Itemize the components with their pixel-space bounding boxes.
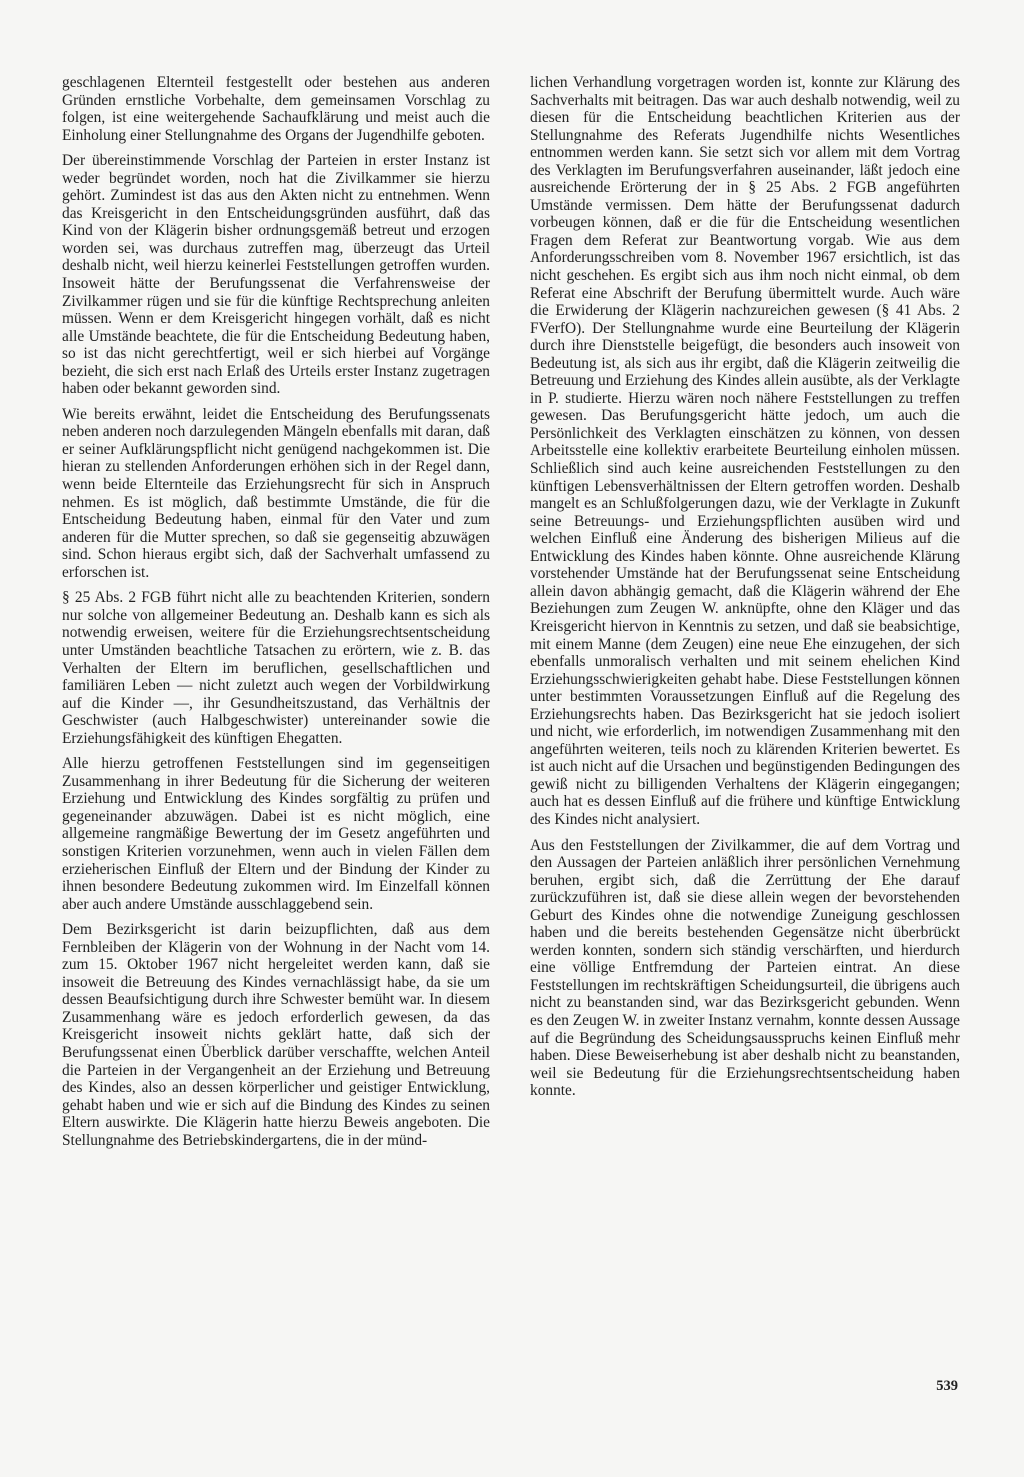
paragraph: Alle hierzu getroffenen Feststellungen sind im gegenseitigen Zusammenhang in ihrer Bedeutung für die Sicherung der weiteren Erziehung und Entwicklung des Kindes sorgfältig zu prüfen und gegeneinander abzuwägen. Dabei ist es nicht möglich, eine allgemeine rangmäßige Bewertung der im Gesetz angeführten und sonstigen Kriterien vorzunehmen, wenn auch in vielen Fällen dem erzieherischen Einfluß der Eltern und der Bindung der Kinder zu ihnen besondere Bedeutung zukommen wird. Im Einzelfall können aber auch andere Umstände ausschlaggebend sein. (62, 755, 490, 913)
paragraph: geschlagenen Elternteil festgestellt oder bestehen aus anderen Gründen ernstliche Vorbehalte, dem gemeinsamen Vorschlag zu folgen, ist eine weitergehende Sachaufklärung und meist auch die Einholung einer Stellungnahme des Organs der Jugendhilfe geboten. (62, 74, 490, 144)
paragraph: § 25 Abs. 2 FGB führt nicht alle zu beachtenden Kriterien, sondern nur solche von allgemeiner Bedeutung an. Deshalb kann es sich als notwendig erweisen, weitere für die Erziehungsrechtsentscheidung unter Umständen beachtliche Tatsachen zu erörtern, wie z. B. das Verhalten der Eltern im beruflichen, gesellschaftlichen und familiären Leben — nicht zuletzt auch wegen der Vorbildwirkung auf die Kinder —, ihr Gesundheitszustand, das Verhältnis der Geschwister (auch Halbgeschwister) untereinander sowie die Erziehungsfähigkeit des künftigen Ehegatten. (62, 589, 490, 747)
paragraph: Dem Bezirksgericht ist darin beizupflichten, daß aus dem Fernbleiben der Klägerin von der Wohnung in der Nacht vom 14. zum 15. Oktober 1967 nicht hergeleitet werden kann, daß sie insoweit die Betreuung des Kindes vernachlässigt habe, da sie um dessen Beaufsichtigung durch ihre Schwester bemüht war. In diesem Zusammenhang wäre es jedoch erforderlich gewesen, da das Kreisgericht insoweit nichts geklärt hatte, daß sich der Berufungssenat einen Überblick darüber verschaffte, welchen Anteil die Parteien in der Vergangenheit an der Erziehung und Betreuung des Kindes, also an dessen körperlicher und geistiger Entwicklung, gehabt haben und wie er sich auf die Bindung des Kindes zu seinen Eltern auswirkte. Die Klägerin hatte hierzu Beweis angeboten. Die Stellungnahme des Betriebskindergartens, die in der münd- (62, 921, 490, 1149)
paragraph: lichen Verhandlung vorgetragen worden ist, konnte zur Klärung des Sachverhalts mit beitragen. Das war auch deshalb notwendig, weil zu diesen für die Entscheidung beachtlichen Kriterien aus der Stellungnahme des Referats Jugendhilfe nichts Wesentliches entnommen werden kann. Sie setzt sich vor allem mit dem Vortrag des Verklagten im Berufungsverfahren auseinander, läßt jedoch eine ausreichende Erörterung der in § 25 Abs. 2 FGB angeführten Umstände vermissen. Dem hätte der Berufungssenat dadurch vorbeugen können, daß er die für die Entscheidung wesentlichen Fragen dem Referat zur Beantwortung vorgab. Wie aus dem Anforderungsschreiben vom 8. November 1967 ersichtlich, ist das nicht geschehen. Es ergibt sich aus ihm noch nicht einmal, ob dem Referat eine Abschrift der Berufung übermittelt wurde. Auch wäre die Erwiderung der Klägerin nachzureichen gewesen (§ 41 Abs. 2 FVerfO). Der Stellungnahme wurde eine Beurteilung der Klägerin durch ihre Dienststelle beigefügt, die besonders auch insoweit von Bedeutung ist, als sich aus ihr ergibt, daß die Klägerin zeitweilig die Betreuung und Erziehung des Kindes allein ausübte, als der Verklagte in P. studierte. Hierzu wären noch nähere Feststellungen zu treffen gewesen. Das Berufungsgericht hätte jedoch, um auch die Persönlichkeit des Verklagten einschätzen zu können, von dessen Arbeitsstelle eine kollektiv erarbeitete Beurteilung einholen müssen. Schließlich sind auch keine ausreichenden Feststellungen zu den künftigen Lebensverhältnissen der Eltern getroffen worden. Deshalb mangelt es an Schlußfolgerungen dazu, wie der Verklagte in Zukunft seine Betreuungs- und Erziehungspflichten ausüben wird und welchen Einfluß eine Änderung des bisherigen Milieus auf die Entwicklung des Kindes haben könnte. Ohne ausreichende Klärung vorstehender Umstände hat der Berufungssenat seine Entscheidung allein davon abhängig gemacht, daß die Klägerin während der Ehe Beziehungen zum Zeugen W. anknüpfte, ohne den Kläger und das Kreisgericht hiervon in Kenntnis zu setzen, und daß sie beabsichtige, mit einem Manne (dem Zeugen) eine neue Ehe einzugehen, der sich ebenfalls unmoralisch verhalten und mit seinem ehelichen Kind Erziehungsschwierigkeiten gehabt habe. Diese Feststellungen können unter bestimmten Voraussetzungen Einfluß auf die Regelung des Erziehungsrechts haben. Das Bezirksgericht hat sie jedoch isoliert und nicht, wie erforderlich, im notwendigen Zusammenhang mit den angeführten weiteren, teils noch zu klärenden Kriterien bewertet. Es ist auch nicht auf die Ursachen und begünstigenden Bedingungen des gewiß nicht zu billigenden Verhaltens der Klägerin eingegangen; auch hat es dessen Einfluß auf die frühere und künftige Entwicklung des Kindes nicht analysiert. (530, 74, 960, 828)
right-text-column (530, 74, 960, 1108)
paragraph: Der übereinstimmende Vorschlag der Parteien in erster Instanz ist weder begründet worden, noch hat die Zivilkammer sie hierzu gehört. Zumindest ist das aus den Akten nicht zu entnehmen. Wenn das Kreisgericht in den Entscheidungsgründen ausführt, daß das Kind von der Klägerin bisher ordnungsgemäß betreut und erzogen worden sei, was durchaus zutreffen mag, überzeugt das Urteil deshalb nicht, weil hierzu keinerlei Feststellungen getroffen wurden. Insoweit hätte der Berufungssenat die Verfahrensweise der Zivilkammer rügen und sie für die künftige Rechtsprechung anleiten müssen. Wenn er dem Kreisgericht hingegen vorhält, daß es nicht alle Umstände beachtete, die für die Entscheidung Bedeutung haben, so ist das nicht gerechtfertigt, weil er sich hierbei auf Vorgänge bezieht, die sich erst nach Erlaß des Urteils erster Instanz zugetragen haben oder bekannt geworden sind. (62, 152, 490, 398)
page-number: 539 (936, 1378, 958, 1394)
paragraph: Wie bereits erwähnt, leidet die Entscheidung des Berufungssenats neben anderen noch darzulegenden Mängeln ebenfalls mit daran, daß er seiner Aufklärungspflicht nicht genügend nachgekommen ist. Die hieran zu stellenden Anforderungen erhöhen sich in der Regel dann, wenn beide Elternteile das Erziehungsrecht für sich in Anspruch nehmen. Es ist möglich, daß bestimmte Umstände, die für die Entscheidung Bedeutung haben, einmal für den Vater und zum anderen für die Mutter sprechen, so daß sie gegenseitig abzuwägen sind. Schon hieraus ergibt sich, daß der Sachverhalt umfassend zu erforschen ist. (62, 405, 490, 581)
paragraph: Aus den Feststellungen der Zivilkammer, die auf dem Vortrag und den Aussagen der Parteien anläßlich ihrer persönlichen Vernehmung beruhen, ergibt sich, daß die Zerrüttung der Ehe darauf zurückzuführen ist, daß sie diese allein wegen der bevorstehenden Geburt des Kindes ohne die notwendige Zuneigung geschlossen haben und die bereits bestehenden Gegensätze nicht überbrückt werden konnten, sondern sich ständig verschärften, und hierdurch eine völlige Entfremdung der Parteien eintrat. An diese Feststellungen im rechtskräftigen Scheidungsurteil, die übrigens auch nicht zu beanstanden sind, war das Bezirksgericht gebunden. Wenn es den Zeugen W. in zweiter Instanz vernahm, konnte dessen Aussage auf die Begründung des Scheidungsausspruchs keinen Einfluß mehr haben. Diese Beweiserhebung ist aber deshalb nicht zu beanstanden, weil sie Bedeutung für die Erziehungsrechtsentscheidung haben konnte. (530, 836, 960, 1100)
left-text-column (62, 74, 490, 1157)
